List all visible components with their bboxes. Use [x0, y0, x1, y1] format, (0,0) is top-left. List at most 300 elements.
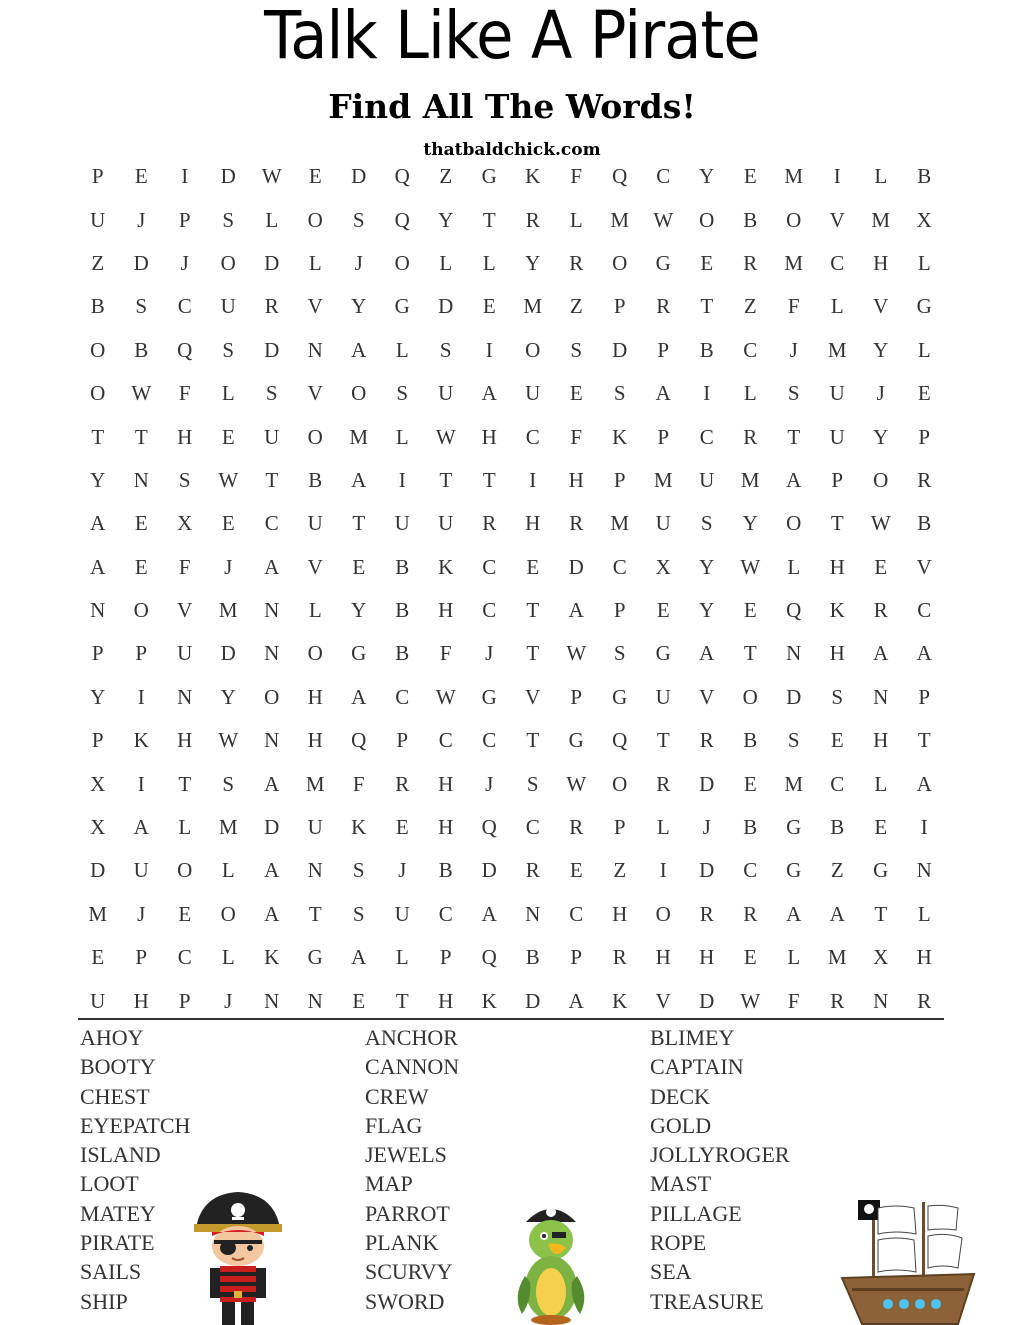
grid-letter: G — [786, 858, 802, 883]
grid-letter: T — [526, 641, 540, 666]
grid-letter: P — [657, 337, 670, 362]
grid-letter: L — [874, 164, 888, 189]
grid-letter: C — [743, 337, 758, 362]
grid-letter: R — [395, 771, 410, 796]
grid-letter: H — [612, 901, 628, 926]
grid-letter: Y — [220, 684, 236, 709]
grid-letter: Q — [177, 337, 193, 362]
grid-letter: X — [916, 207, 932, 232]
grid-letter: J — [137, 901, 146, 926]
grid-letter: W — [218, 467, 239, 492]
grid-letter: C — [656, 164, 671, 189]
grid-letter: H — [829, 641, 845, 666]
grid-letter: Y — [873, 337, 889, 362]
grid-letter: K — [612, 424, 628, 449]
grid-letter: D — [699, 858, 715, 883]
grid-letter: J — [180, 250, 189, 275]
grid-letter: B — [395, 641, 410, 666]
grid-letter: R — [699, 728, 714, 753]
grid-letter: Q — [481, 945, 497, 970]
grid-letter: Z — [91, 250, 105, 275]
grid-letter: V — [307, 381, 323, 406]
grid-letter: Q — [394, 207, 410, 232]
grid-letter: A — [90, 511, 106, 536]
grid-letter: U — [133, 858, 149, 883]
word-list-item: PARROT — [365, 1200, 450, 1226]
grid-letter: V — [699, 684, 715, 709]
grid-letter: C — [177, 945, 192, 970]
grid-letter: Y — [351, 598, 367, 623]
grid-letter: O — [264, 684, 280, 709]
grid-letter: V — [873, 294, 889, 319]
grid-letter: S — [439, 337, 452, 362]
grid-letter: X — [90, 815, 106, 840]
grid-letter: M — [610, 511, 630, 536]
grid-letter: P — [657, 424, 670, 449]
grid-letter: M — [88, 901, 108, 926]
grid-letter: C — [438, 728, 453, 753]
grid-letter: A — [829, 901, 845, 926]
grid-letter: E — [917, 381, 931, 406]
grid-letter: A — [916, 771, 932, 796]
word-list-item: GOLD — [650, 1112, 712, 1138]
grid-letter: N — [525, 901, 541, 926]
grid-letter: C — [438, 901, 453, 926]
grid-letter: S — [222, 771, 235, 796]
grid-letter: Y — [742, 511, 758, 536]
grid-letter: P — [613, 598, 626, 623]
grid-letter: J — [398, 858, 407, 883]
grid-letter: E — [743, 598, 757, 623]
grid-letter: G — [655, 250, 671, 275]
grid-letter: H — [829, 554, 845, 579]
word-list-item: CREW — [365, 1083, 429, 1109]
grid-letter: B — [90, 294, 105, 319]
grid-letter: A — [699, 641, 715, 666]
grid-letter: S — [787, 381, 800, 406]
grid-letter: E — [134, 511, 148, 536]
grid-letter: D — [133, 250, 149, 275]
word-list-item: EYEPATCH — [80, 1112, 191, 1138]
grid-letter: Y — [90, 684, 106, 709]
grid-letter: A — [916, 641, 932, 666]
grid-letter: C — [830, 771, 845, 796]
grid-letter: T — [917, 728, 931, 753]
grid-letter: O — [351, 381, 367, 406]
grid-letter: N — [873, 988, 889, 1013]
grid-letter: K — [264, 945, 280, 970]
grid-letter: V — [177, 598, 193, 623]
grid-letter: E — [221, 511, 235, 536]
grid-letter: B — [743, 815, 758, 840]
grid-letter: M — [523, 294, 543, 319]
page-title: Talk Like A Pirate — [264, 0, 760, 74]
grid-letter: N — [177, 684, 193, 709]
grid-letter: T — [526, 598, 540, 623]
grid-letter: Q — [786, 598, 802, 623]
grid-letter: E — [874, 815, 888, 840]
grid-letter: W — [131, 381, 152, 406]
grid-letter: T — [91, 424, 105, 449]
grid-letter: I — [529, 467, 537, 492]
grid-letter: A — [481, 901, 497, 926]
grid-letter: D — [264, 250, 280, 275]
grid-letter: N — [264, 641, 280, 666]
grid-letter: G — [873, 858, 889, 883]
grid-letter: T — [265, 467, 279, 492]
grid-letter: M — [784, 771, 804, 796]
grid-letter: Y — [699, 554, 715, 579]
grid-letter: L — [787, 945, 801, 970]
grid-letter: U — [655, 684, 671, 709]
grid-letter: R — [917, 467, 932, 492]
divider — [78, 1018, 944, 1020]
grid-letter: J — [224, 988, 233, 1013]
grid-letter: P — [91, 641, 104, 666]
grid-letter: E — [91, 945, 105, 970]
grid-letter: A — [351, 337, 367, 362]
grid-letter: G — [307, 945, 323, 970]
grid-letter: O — [177, 858, 193, 883]
grid-letter: T — [656, 728, 670, 753]
word-list-item: JOLLYROGER — [650, 1142, 790, 1168]
grid-letter: J — [137, 207, 146, 232]
grid-letter: M — [871, 207, 891, 232]
grid-letter: E — [221, 424, 235, 449]
grid-letter: P — [91, 164, 104, 189]
grid-letter: F — [178, 381, 191, 406]
grid-letter: D — [90, 858, 106, 883]
grid-letter: N — [264, 598, 280, 623]
grid-letter: U — [394, 511, 410, 536]
grid-letter: V — [829, 207, 845, 232]
grid-letter: O — [612, 771, 628, 796]
page-subtitle: Find All The Words! — [328, 87, 696, 126]
grid-letter: P — [613, 294, 626, 319]
grid-letter: N — [307, 988, 323, 1013]
grid-letter: O — [394, 250, 410, 275]
grid-letter: S — [831, 684, 844, 709]
word-list-item: PIRATE — [80, 1230, 155, 1256]
grid-letter: E — [308, 164, 322, 189]
grid-letter: D — [220, 164, 236, 189]
grid-letter: A — [90, 554, 106, 579]
grid-letter: R — [656, 771, 671, 796]
word-list-item: JEWELS — [365, 1142, 447, 1168]
grid-letter: M — [784, 164, 804, 189]
grid-letter: O — [90, 337, 106, 362]
grid-letter: T — [482, 467, 496, 492]
grid-letter: F — [787, 294, 800, 319]
grid-letter: H — [438, 598, 454, 623]
grid-letter: T — [439, 467, 453, 492]
grid-letter: X — [177, 511, 193, 536]
grid-letter: R — [743, 424, 758, 449]
grid-letter: O — [307, 424, 323, 449]
grid-letter: N — [786, 641, 802, 666]
grid-letter: R — [917, 988, 932, 1013]
grid-letter: L — [265, 207, 279, 232]
grid-letter: H — [438, 988, 454, 1013]
grid-letter: R — [656, 294, 671, 319]
grid-letter: I — [920, 815, 928, 840]
grid-letter: J — [876, 381, 885, 406]
grid-letter: U — [307, 511, 323, 536]
grid-letter: K — [438, 554, 454, 579]
grid-letter: I — [833, 164, 841, 189]
grid-letter: Y — [525, 250, 541, 275]
grid-letter: C — [569, 901, 584, 926]
grid-letter: C — [395, 684, 410, 709]
grid-letter: G — [916, 294, 932, 319]
grid-letter: G — [786, 815, 802, 840]
grid-letter: Y — [438, 207, 454, 232]
grid-letter: L — [395, 337, 409, 362]
grid-letter: Z — [830, 858, 844, 883]
grid-letter: X — [655, 554, 671, 579]
grid-letter: R — [525, 207, 540, 232]
grid-letter: L — [482, 250, 496, 275]
grid-letter: V — [655, 988, 671, 1013]
grid-letter: H — [177, 728, 193, 753]
grid-letter: S — [526, 771, 539, 796]
grid-letter: D — [264, 337, 280, 362]
grid-letter: E — [134, 164, 148, 189]
grid-letter: U — [90, 988, 106, 1013]
grid-letter: L — [743, 381, 757, 406]
grid-letter: H — [525, 511, 541, 536]
grid-letter: U — [655, 511, 671, 536]
grid-letter: C — [699, 424, 714, 449]
grid-letter: O — [873, 467, 889, 492]
grid-letter: U — [220, 294, 236, 319]
grid-letter: A — [264, 554, 280, 579]
grid-letter: W — [218, 728, 239, 753]
grid-letter: E — [569, 381, 583, 406]
grid-letter: J — [702, 815, 711, 840]
grid-letter: L — [439, 250, 453, 275]
grid-letter: T — [787, 424, 801, 449]
grid-letter: R — [569, 250, 584, 275]
grid-letter: O — [307, 207, 323, 232]
grid-letter: A — [264, 858, 280, 883]
grid-letter: P — [613, 467, 626, 492]
grid-letter: D — [438, 294, 454, 319]
grid-letter: A — [786, 467, 802, 492]
word-list-item: MATEY — [80, 1200, 156, 1226]
grid-letter: U — [829, 381, 845, 406]
grid-letter: I — [398, 467, 406, 492]
grid-letter: L — [874, 771, 888, 796]
pirate-ship-illustration — [838, 1196, 978, 1325]
grid-letter: L — [221, 381, 235, 406]
grid-letter: F — [178, 554, 191, 579]
grid-letter: F — [439, 641, 452, 666]
word-list-item: CHEST — [80, 1083, 150, 1109]
grid-letter: L — [395, 945, 409, 970]
grid-letter: C — [482, 554, 497, 579]
grid-letter: W — [870, 511, 891, 536]
grid-letter: P — [178, 988, 191, 1013]
grid-letter: S — [396, 381, 409, 406]
word-list-item: MAST — [650, 1171, 712, 1197]
grid-letter: H — [438, 815, 454, 840]
grid-letter: Y — [699, 164, 715, 189]
grid-letter: B — [917, 511, 932, 536]
grid-letter: N — [873, 684, 889, 709]
grid-letter: D — [568, 554, 584, 579]
grid-letter: P — [135, 945, 148, 970]
grid-letter: P — [135, 641, 148, 666]
grid-letter: T — [743, 641, 757, 666]
grid-letter: Y — [90, 467, 106, 492]
grid-letter: W — [435, 684, 456, 709]
grid-letter: S — [787, 728, 800, 753]
word-list-item: SAILS — [80, 1259, 142, 1285]
grid-letter: H — [873, 728, 889, 753]
grid-letter: D — [525, 988, 541, 1013]
grid-letter: I — [703, 381, 711, 406]
grid-letter: B — [830, 815, 845, 840]
grid-letter: F — [570, 424, 583, 449]
grid-letter: T — [134, 424, 148, 449]
grid-letter: I — [137, 771, 145, 796]
grid-letter: V — [525, 684, 541, 709]
word-list-item: PILLAGE — [650, 1200, 742, 1226]
grid-letter: U — [264, 424, 280, 449]
grid-letter: B — [917, 164, 932, 189]
grid-letter: A — [351, 684, 367, 709]
grid-letter: R — [569, 815, 584, 840]
grid-letter: P — [570, 945, 583, 970]
grid-letter: A — [264, 901, 280, 926]
grid-letter: P — [91, 728, 104, 753]
grid-letter: R — [482, 511, 497, 536]
word-list-item: TREASURE — [650, 1288, 764, 1314]
grid-letter: N — [90, 598, 106, 623]
grid-letter: L — [395, 424, 409, 449]
grid-letter: P — [439, 945, 452, 970]
grid-letter: B — [308, 467, 323, 492]
grid-letter: P — [570, 684, 583, 709]
parrot-illustration — [508, 1196, 594, 1325]
grid-letter: B — [395, 598, 410, 623]
word-list-item: PLANK — [365, 1230, 439, 1256]
grid-letter: T — [178, 771, 192, 796]
word-list-item: ISLAND — [80, 1142, 161, 1168]
grid-letter: L — [221, 945, 235, 970]
grid-letter: A — [351, 945, 367, 970]
grid-letter: M — [784, 250, 804, 275]
grid-letter: R — [699, 901, 714, 926]
grid-letter: Y — [873, 424, 889, 449]
grid-letter: R — [743, 901, 758, 926]
grid-letter: D — [351, 164, 367, 189]
grid-letter: H — [916, 945, 932, 970]
grid-letter: U — [90, 207, 106, 232]
grid-letter: T — [830, 511, 844, 536]
grid-letter: M — [740, 467, 760, 492]
grid-letter: H — [307, 684, 323, 709]
grid-letter: R — [873, 598, 888, 623]
grid-letter: M — [218, 815, 238, 840]
grid-letter: P — [831, 467, 844, 492]
word-list-item: ANCHOR — [365, 1025, 458, 1050]
grid-letter: E — [178, 901, 192, 926]
grid-letter: P — [613, 815, 626, 840]
grid-letter: D — [699, 988, 715, 1013]
grid-letter: Z — [743, 294, 757, 319]
grid-letter: B — [438, 858, 453, 883]
grid-letter: R — [743, 250, 758, 275]
word-list-item: BOOTY — [80, 1054, 156, 1080]
grid-letter: L — [917, 337, 931, 362]
grid-letter: Q — [612, 164, 628, 189]
grid-letter: D — [612, 337, 628, 362]
grid-letter: O — [307, 641, 323, 666]
grid-letter: C — [177, 294, 192, 319]
grid-letter: R — [569, 511, 584, 536]
grid-letter: R — [525, 858, 540, 883]
grid-letter: S — [222, 207, 235, 232]
grid-letter: K — [829, 598, 845, 623]
grid-letter: A — [133, 815, 149, 840]
grid-letter: S — [613, 381, 626, 406]
grid-letter: H — [568, 467, 584, 492]
grid-letter: D — [264, 815, 280, 840]
grid-letter: N — [264, 988, 280, 1013]
grid-letter: P — [178, 207, 191, 232]
grid-letter: U — [177, 641, 193, 666]
grid-letter: E — [700, 250, 714, 275]
grid-letter: J — [485, 771, 494, 796]
grid-letter: E — [743, 164, 757, 189]
grid-letter: M — [610, 207, 630, 232]
word-list-item: SWORD — [365, 1288, 445, 1314]
grid-letter: I — [181, 164, 189, 189]
grid-letter: M — [827, 945, 847, 970]
grid-letter: H — [307, 728, 323, 753]
grid-letter: U — [438, 381, 454, 406]
grid-letter: Q — [351, 728, 367, 753]
grid-letter: E — [352, 988, 366, 1013]
grid-letter: T — [482, 207, 496, 232]
grid-letter: R — [830, 988, 845, 1013]
grid-letter: X — [873, 945, 889, 970]
grid-letter: Q — [481, 815, 497, 840]
word-list-column-3 — [650, 1023, 850, 1316]
grid-letter: K — [612, 988, 628, 1013]
grid-letter: J — [485, 641, 494, 666]
grid-letter: N — [307, 337, 323, 362]
grid-letter: Q — [612, 728, 628, 753]
grid-letter: M — [305, 771, 325, 796]
grid-letter: I — [485, 337, 493, 362]
word-list-item: AHOY — [80, 1025, 144, 1050]
grid-letter: T — [526, 728, 540, 753]
grid-letter: B — [134, 337, 149, 362]
grid-letter: M — [827, 337, 847, 362]
word-list-item: CANNON — [365, 1054, 460, 1080]
grid-letter: B — [699, 337, 714, 362]
grid-letter: L — [569, 207, 583, 232]
pirate-boy-illustration — [188, 1188, 288, 1325]
grid-letter: G — [351, 641, 367, 666]
grid-letter: F — [787, 988, 800, 1013]
grid-letter: W — [435, 424, 456, 449]
grid-letter: S — [352, 858, 365, 883]
grid-letter: O — [220, 250, 236, 275]
